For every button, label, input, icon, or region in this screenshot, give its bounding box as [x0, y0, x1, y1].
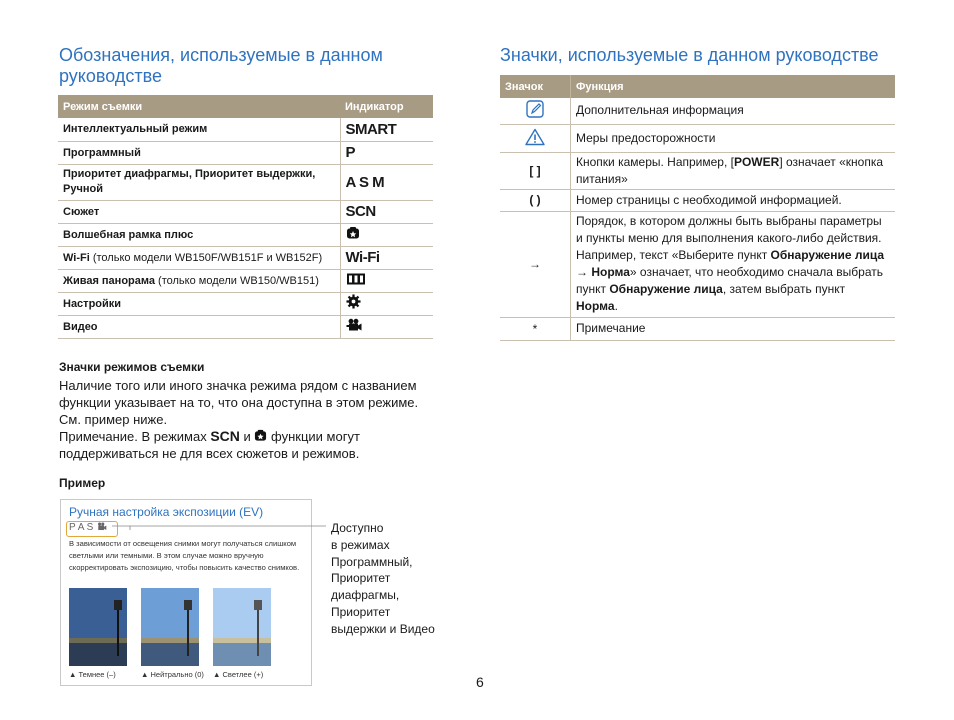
movie-icon — [96, 522, 107, 531]
mode-name: Видео — [58, 315, 340, 338]
callout-line — [112, 520, 332, 532]
scn-inline-indicator: SCN — [210, 428, 240, 444]
mode-name: Настройки — [58, 292, 340, 315]
caption-lighter: ▲ Светлее (+) — [213, 670, 264, 679]
manual-icons-table — [500, 75, 895, 341]
example-description: В зависимости от освещения снимки могут получаться слишком светлыми или темными. В этом случае можно вручную скорректировать экспозицию, чтобы повысить качество снимков. — [69, 539, 300, 572]
mode-name: Живая панорама (только модели WB150/WB151) — [58, 269, 340, 292]
caption-neutral: ▲ Нейтрально (0) — [141, 670, 204, 679]
magic-frame-icon — [254, 429, 267, 442]
available-modes-note: Доступно в режимах Программный, Приоритет диафрагмы, Приоритет выдержки и Видео — [331, 521, 435, 636]
function-text: Дополнительная информация — [571, 98, 896, 124]
mode-icons-title: Значки режимов съемки — [59, 360, 205, 374]
warning-icon-cell — [500, 124, 571, 152]
settings-icon — [346, 294, 361, 309]
mode-name: Программный — [58, 141, 340, 164]
column-header-indicator: Индикатор — [340, 95, 433, 118]
mode-name: Wi-Fi (только модели WB150F/WB151F и WB152F) — [58, 246, 340, 269]
column-header-function: Функция — [571, 75, 896, 98]
photo-darker — [69, 588, 127, 666]
movie-indicator — [340, 315, 433, 338]
right-heading: Значки, используемые в данном руководстве — [500, 45, 879, 65]
warning-icon — [525, 128, 545, 146]
live-panorama-icon — [346, 272, 366, 286]
smart-indicator: SMART — [340, 118, 433, 141]
function-text: Номер страницы с необходимой информацией. — [571, 189, 896, 211]
arrow-icon: → — [500, 211, 571, 317]
asterisk-icon: * — [500, 317, 571, 340]
example-label: Пример — [59, 476, 106, 490]
function-text: Меры предосторожности — [571, 124, 896, 152]
wifi-indicator: Wi-Fi — [340, 246, 433, 269]
column-header-icon: Значок — [500, 75, 571, 98]
photo-lighter — [213, 588, 271, 666]
magic-frame-indicator — [340, 223, 433, 246]
settings-indicator — [340, 292, 433, 315]
movie-icon — [346, 318, 362, 332]
example-modes: P A S — [69, 522, 107, 533]
live-panorama-indicator — [340, 269, 433, 292]
brackets-icon: [ ] — [500, 152, 571, 189]
parentheses-icon: ( ) — [500, 189, 571, 211]
mode-name: Интеллектуальный режим — [58, 118, 340, 141]
example-title: Ручная настройка экспозиции (EV) — [69, 505, 264, 519]
column-header-mode: Режим съемки — [58, 95, 340, 118]
photo-neutral — [141, 588, 199, 666]
mode-name: Сюжет — [58, 200, 340, 223]
note-icon-cell — [500, 98, 571, 124]
function-text: Кнопки камеры. Например, [POWER] означает «кнопка питания» — [571, 152, 896, 189]
magic-frame-icon — [346, 226, 360, 240]
left-heading: Обозначения, используемые в данном руководстве — [59, 45, 383, 86]
scn-indicator: SCN — [340, 200, 433, 223]
function-text: Примечание — [571, 317, 896, 340]
note-icon — [525, 99, 545, 119]
mode-name: Волшебная рамка плюс — [58, 223, 340, 246]
mode-icons-note: Примечание. В режимах SCN и функции могут поддерживаться не для всех сюжетов и режимов. — [59, 428, 360, 461]
program-indicator: P — [340, 141, 433, 164]
function-text: Порядок, в котором должны быть выбраны параметры и пункты меню для выполнения какого-либо действия. Например, текст «Выберите пункт Обнаружение лица → Норма» означает, что необходимо сначала выбрать пункт Обнаружение лица, затем выбрать пункт Норма. — [571, 211, 896, 317]
caption-darker: ▲ Темнее (–) — [69, 670, 116, 679]
page-number: 6 — [476, 674, 484, 690]
shooting-modes-table — [58, 95, 433, 339]
mode-name: Приоритет диафрагмы, Приоритет выдержки, Ручной — [58, 164, 340, 200]
mode-icons-paragraph: Наличие того или иного значка режима рядом с названием функции указывает на то, что она доступна в этом режиме. См. пример ниже. — [59, 378, 419, 427]
asm-indicator: A S M — [340, 164, 433, 200]
